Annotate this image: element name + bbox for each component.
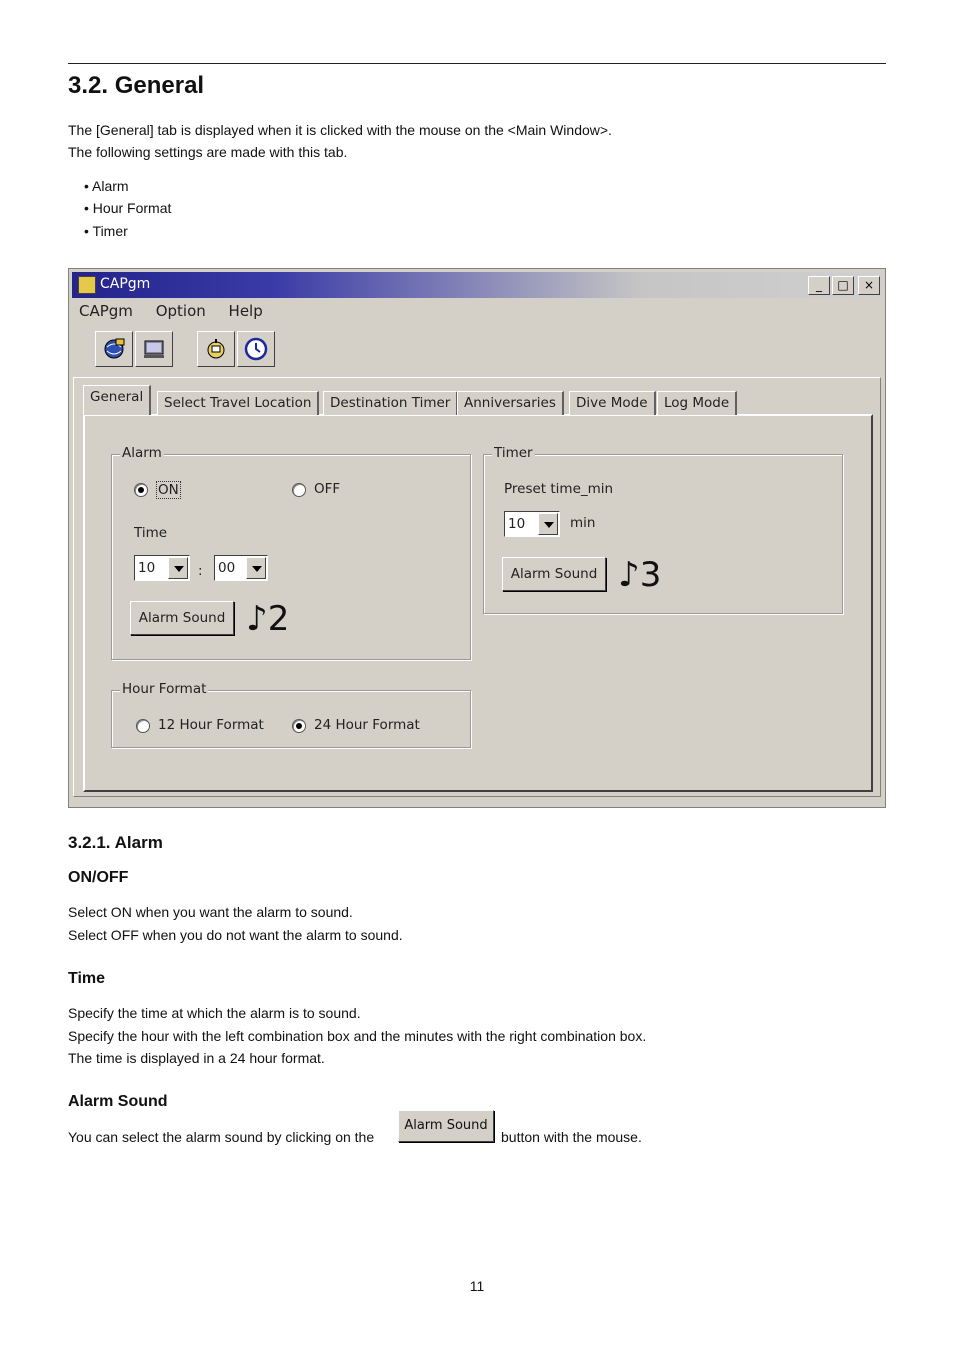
tab-dive-mode[interactable]: Dive Mode [569,391,656,415]
preset-time-unit: min [570,515,596,531]
tab-general[interactable]: General [83,385,151,415]
chevron-down-icon[interactable] [246,557,266,579]
general-tab-body [83,414,873,792]
preset-time-value: 10 [508,516,526,532]
hour-format-12-label: 12 Hour Format [158,717,264,733]
alarm-hour-value: 10 [138,560,156,576]
menu-capgm[interactable]: CAPgm [79,302,133,320]
maximize-button[interactable]: □ [832,276,854,295]
travel-location-button[interactable] [135,331,173,367]
alarm-minute-combo[interactable] [214,555,268,581]
clock-icon [244,337,268,361]
hour-format-group-label: Hour Format [122,681,207,697]
alarm-minute-value: 00 [218,560,236,576]
alarm-off-radio[interactable] [292,483,306,497]
intro-line-2: The following settings are made with this tab. [68,144,348,160]
alarm-time-label: Time [134,525,168,541]
onoff-line-2: Select OFF when you do not want the alarm to sound. [68,927,403,943]
preset-time-combo[interactable] [504,511,560,537]
dive-mode-icon [204,337,228,361]
alarm-sound-note-callout: ♪2 [246,599,290,639]
world-time-icon [102,337,126,361]
alarm-sound-text-after: button with the mouse. [501,1129,642,1145]
alarm-on-label: ON [158,482,179,498]
bullet-timer: • Timer [84,223,128,239]
capgm-window [68,268,886,808]
app-icon [78,276,96,294]
hour-format-24-radio[interactable] [292,719,306,733]
alarm-hour-combo[interactable] [134,555,190,581]
tab-anniversaries[interactable]: Anniversaries [457,391,564,415]
hour-format-12-radio[interactable] [136,719,150,733]
top-rule [68,63,886,64]
inline-alarm-sound-button: Alarm Sound [398,1110,494,1142]
close-button[interactable]: × [858,276,880,295]
hour-format-group [111,681,471,748]
bullet-hour-format: • Hour Format [84,200,172,216]
onoff-line-1: Select ON when you want the alarm to sound. [68,904,353,920]
alarm-sound-text-before: You can select the alarm sound by clicking on the [68,1129,375,1145]
dive-mode-button[interactable] [197,331,235,367]
world-time-button[interactable] [95,331,133,367]
time-heading: Time [68,970,106,987]
alarm-group-label: Alarm [122,445,162,461]
title-bar[interactable] [72,272,882,298]
timer-group [483,445,843,614]
time-line-1: Specify the time at which the alarm is to sound. [68,1005,361,1021]
tab-select-travel-location[interactable]: Select Travel Location [157,391,319,415]
intro-line-1: The [General] tab is displayed when it is clicked with the mouse on the <Main Window>. [68,122,612,138]
time-line-3: The time is displayed in a 24 hour format. [68,1050,325,1066]
menu-help[interactable]: Help [228,302,263,320]
travel-location-icon [142,337,166,361]
alarm-off-label: OFF [314,481,341,497]
hour-format-24-label: 24 Hour Format [314,717,420,733]
clock-button[interactable] [237,331,275,367]
alarm-sound-button[interactable]: Alarm Sound [130,601,234,635]
page-number: 11 [469,1278,485,1294]
page-title: 3.2. General [68,72,205,99]
alarm-group [111,445,471,660]
onoff-heading: ON/OFF [68,869,129,886]
alarm-sound-heading: Alarm Sound [68,1093,168,1110]
minimize-button[interactable]: _ [808,276,830,295]
chevron-down-icon[interactable] [538,513,558,535]
timer-sound-note-callout: ♪3 [618,555,662,595]
menu-option[interactable]: Option [155,302,206,320]
chevron-down-icon[interactable] [168,557,188,579]
timer-group-label: Timer [494,445,533,461]
menu-bar [79,302,281,322]
section-title-alarm: 3.2.1. Alarm [68,833,163,852]
window-title: CAPgm [100,276,151,292]
preset-time-label: Preset time_min [504,481,614,497]
bullet-alarm: • Alarm [84,178,129,194]
timer-alarm-sound-button[interactable]: Alarm Sound [502,557,606,591]
tab-log-mode[interactable]: Log Mode [657,391,737,415]
time-line-2: Specify the hour with the left combination box and the minutes with the right combination box. [68,1028,647,1044]
time-separator: : [198,563,203,579]
alarm-on-radio[interactable] [134,483,148,497]
tab-destination-timer[interactable]: Destination Timer [323,391,458,415]
